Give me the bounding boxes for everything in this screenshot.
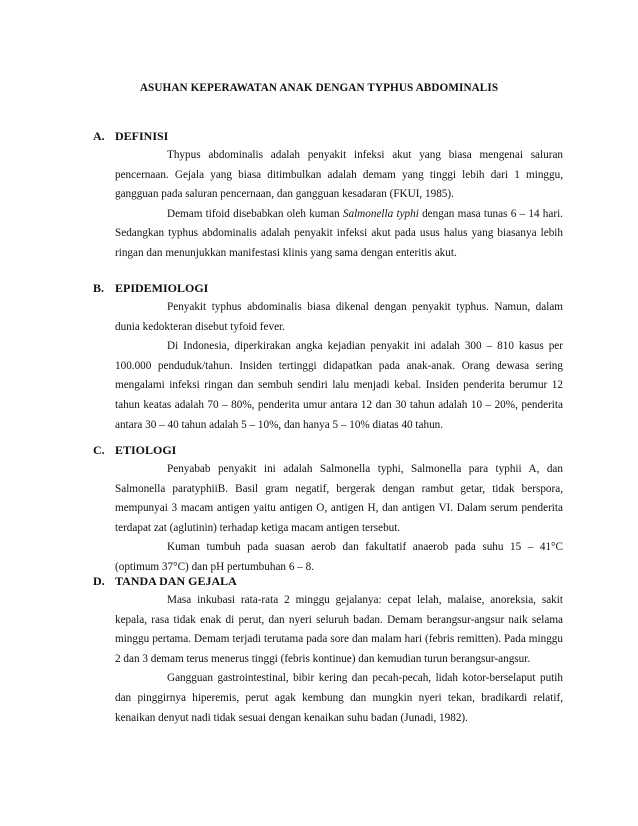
section-heading (93, 280, 563, 296)
section-letter: B. (93, 281, 105, 295)
section-title: ETIOLOGI (115, 443, 177, 457)
paragraph-text: Penyabab penyakit ini adalah Salmonella typhi, Salmonella para typhii A, dan Salmonella paratyphiiB. Basil gram negatif, bergerak dengan rambut getar, tidak berspora, mempunyai 3 macam antigen yaitu antigen O, antigen H, dan antigen VI. Dalam serum penderita terdapat zat (aglutinin) terhadap ketiga macam antigen tersebut. (115, 463, 563, 534)
paragraph (115, 337, 563, 435)
paragraph (115, 669, 563, 728)
paragraph (115, 460, 563, 538)
paragraph (115, 205, 563, 264)
section-definisi (93, 128, 563, 264)
section-etiologi (93, 442, 563, 578)
section-heading (93, 442, 563, 458)
section-title: EPIDEMIOLOGI (115, 281, 209, 295)
section-heading (93, 128, 563, 144)
section-heading (93, 573, 563, 589)
paragraph (115, 538, 563, 577)
paragraph-italic-text: Salmonella typhi (342, 207, 419, 220)
paragraph-text: Gangguan gastrointestinal, bibir kering dan pecah-pecah, lidah kotor-berselaput putih dan pinggirnya hiperemis, perut agak kembung dan mungkin nyeri tekan, bradikardi relatif, kenaikan denyut nadi tidak sesuai dengan kenaikan suhu badan (Junadi, 1982). (115, 672, 563, 724)
paragraph-text: Di Indonesia, diperkirakan angka kejadian penyakit ini adalah 300 – 810 kasus per 100.000 penduduk/tahun. Insiden tertinggi didapatkan pada anak-anak. Orang dewasa sering mengalami infeksi ringan dan sembuh sendiri lalu menjadi kebal. Insiden penderita berumur 12 tahun keatas adalah 70 – 80%, penderita umur antara 12 dan 30 tahun adalah 10 – 20%, penderita antara 30 – 40 tahun adalah 5 – 10%, dan hanya 5 – 10% diatas 40 tahun. (115, 340, 563, 431)
section-tanda-dan-gejala (93, 573, 563, 728)
section-letter: D. (93, 574, 105, 588)
section-title: TANDA DAN GEJALA (115, 574, 237, 588)
section-letter: A. (93, 129, 105, 143)
section-title: DEFINISI (115, 129, 169, 143)
paragraph (115, 298, 563, 337)
paragraph-text: Penyakit typhus abdominalis biasa dikenal dengan penyakit typhus. Namun, dalam dunia kedokteran disebut tyfoid fever. (115, 301, 563, 333)
section-epidemiologi (93, 280, 563, 435)
document-title: ASUHAN KEPERAWATAN ANAK DENGAN TYPHUS ABDOMINALIS (139, 82, 499, 94)
paragraph (115, 591, 563, 669)
paragraph-text: Masa inkubasi rata-rata 2 minggu gejalanya: cepat lelah, malaise, anoreksia, sakit kepala, rasa tidak enak di perut, dan nyeri seluruh badan. Demam berangsur-angsur naik selama minggu pertama. Demam terjadi terutama pada sore dan malam hari (febris remitten). Pada minggu 2 dan 3 demam terus menerus tinggi (febris kontinue) dan kemudian turun berangsur-angsur. (115, 594, 563, 665)
paragraph (115, 146, 563, 205)
paragraph-text: Demam tifoid disebabkan oleh kuman (167, 207, 343, 220)
paragraph-text: Thypus abdominalis adalah penyakit infeksi akut yang biasa mengenai saluran pencernaan. Gejala yang biasa ditimbulkan adalah demam yang tinggi lebih dari 1 minggu, gangguan pada saluran pencernaan, dan gangguan kesadaran (FKUI, 1985). (115, 149, 563, 201)
paragraph-text: dengan masa tunas 6 – 14 hari. Sedangkan typhus abdominalis adalah penyakit infeksi akut pada usus halus yang biasanya lebih ringan dan menunjukkan manifestasi klinis yang sama dengan enteritis akut. (115, 207, 563, 259)
paragraph-text: Kuman tumbuh pada suasan aerob dan fakultatif anaerob pada suhu 15 – 41°C (optimum 37°C) dan pH pertumbuhan 6 – 8. (115, 541, 563, 573)
section-letter: C. (93, 443, 105, 457)
